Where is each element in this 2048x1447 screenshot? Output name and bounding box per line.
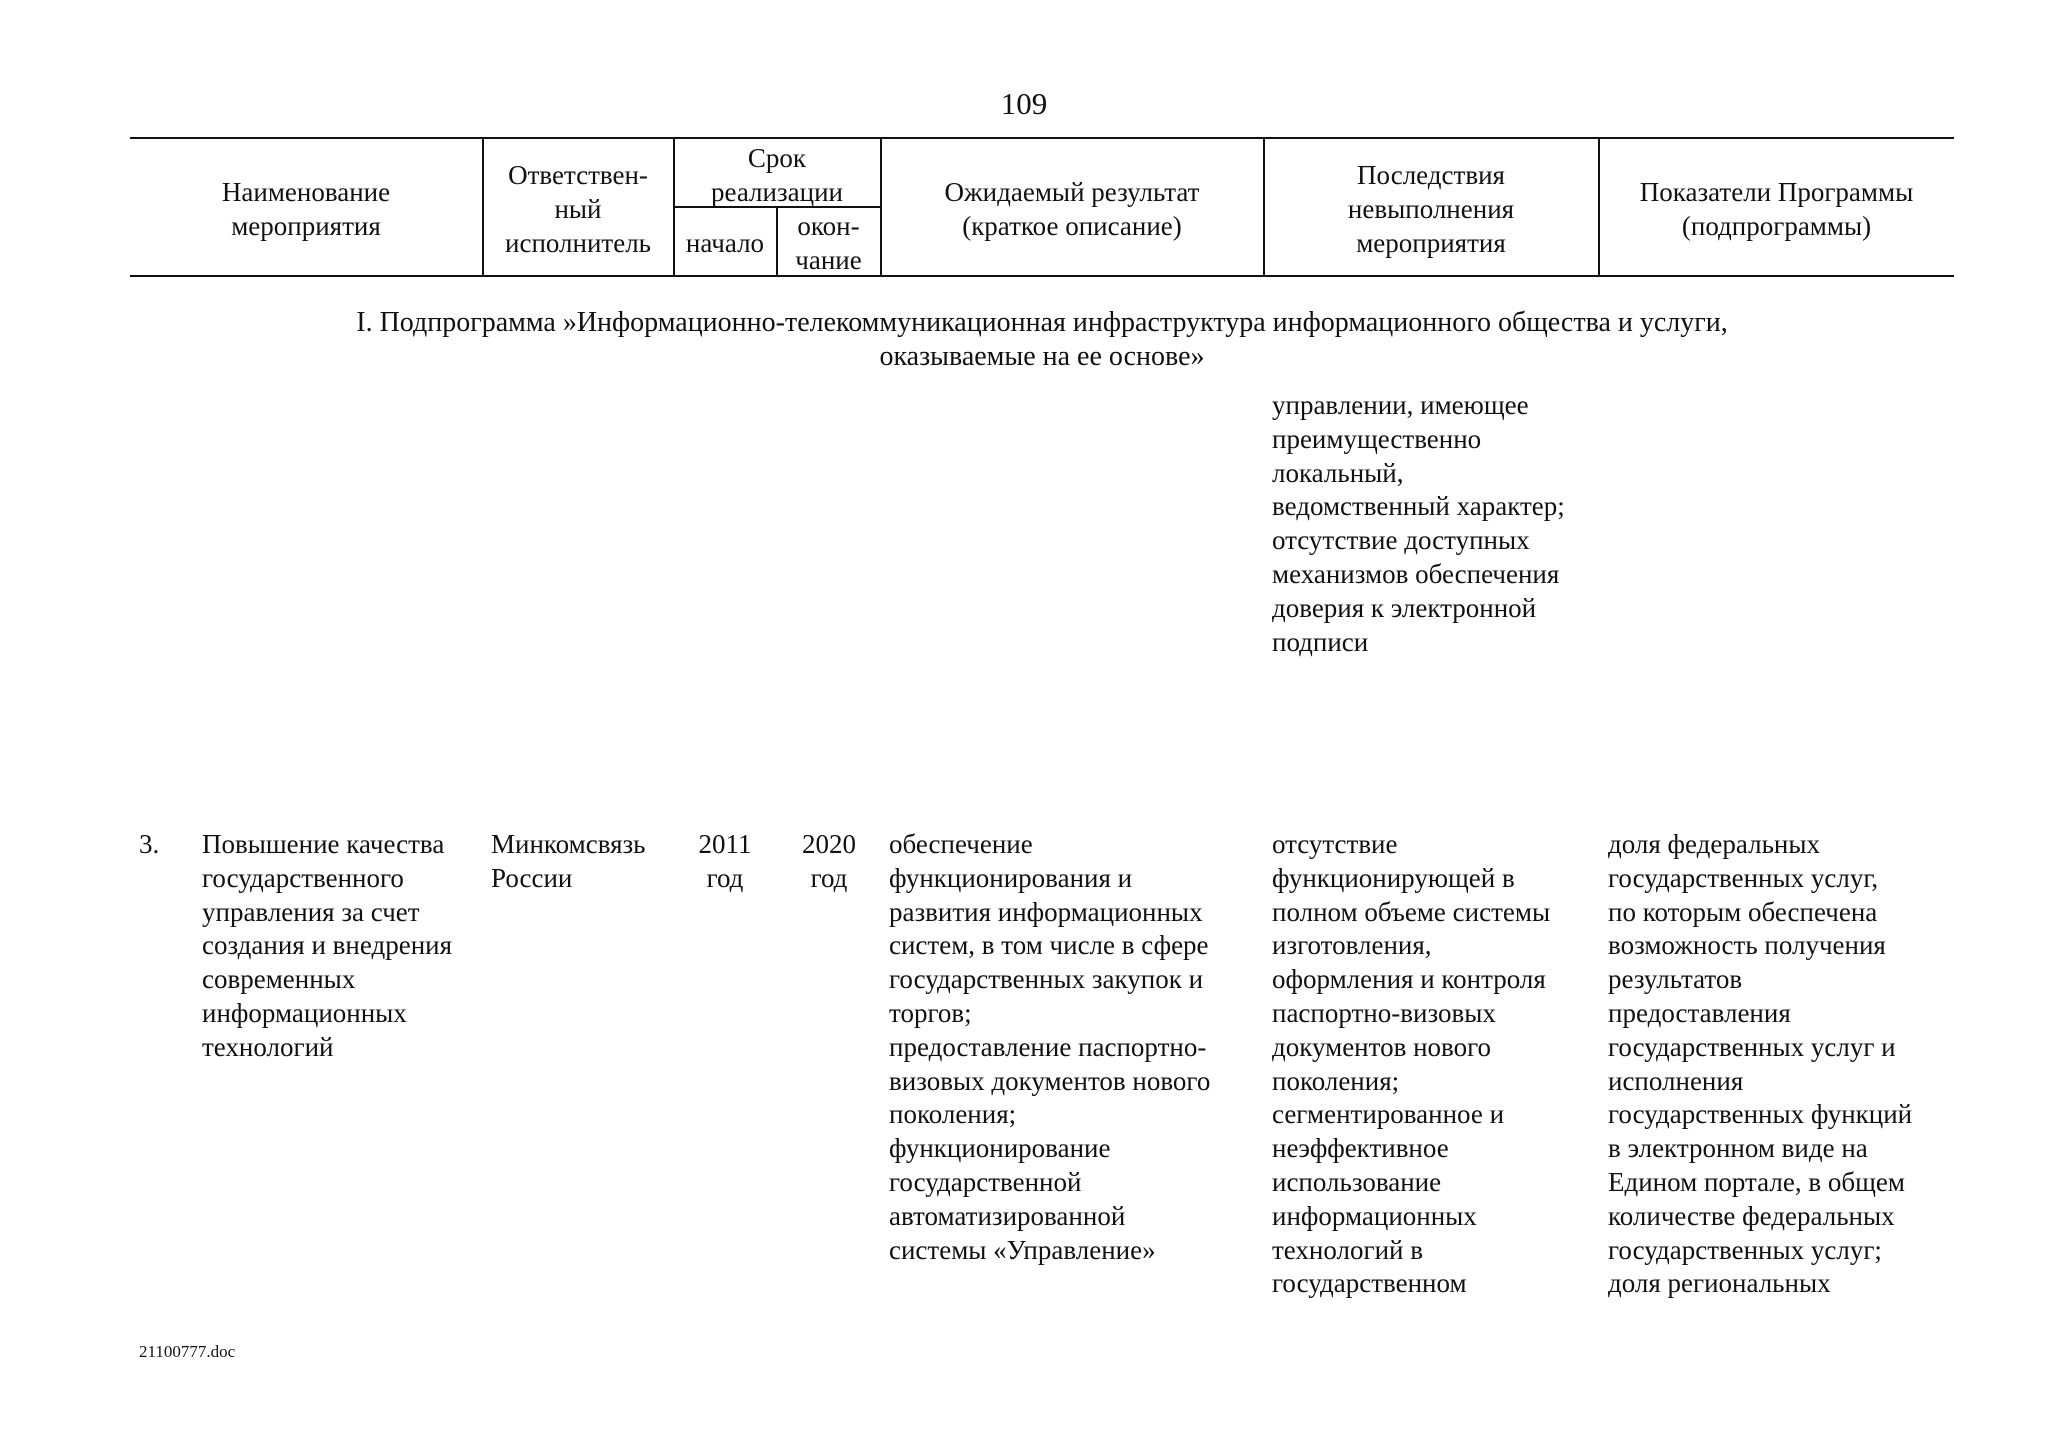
row-end-year: 2020 год <box>802 829 856 893</box>
row-consequences: отсутствие функционирующей в полном объеме системы изготовления, оформления и контроля паспортно-визовых документов нового поколения; сегментированное и неэффективное использование информационных технологий в государственном <box>1272 829 1551 1299</box>
header-end: окон- чание <box>795 211 862 275</box>
header-name: Наименование мероприятия <box>221 177 391 241</box>
header-start: начало <box>685 228 765 258</box>
table-header-bottom-rule <box>130 275 1954 277</box>
header-result: Ожидаемый результат (краткое описание) <box>944 177 1200 241</box>
row-activity-name: Повышение качества государственного управления за счет создания и внедрения современных информационных технологий <box>202 829 453 1062</box>
header-indicators: Показатели Программы (подпрограммы) <box>1639 177 1914 241</box>
header-consequences: Последствия невыполнения мероприятия <box>1347 160 1515 258</box>
row-indicators: доля федеральных государственных услуг, по которым обеспечена возможность получения результатов предоставления государственных услуг и исполнения государственных функций в электронном виде на Едином портале, в общем количестве федеральных государственных услуг; доля региональных <box>1608 829 1913 1299</box>
row-expected-result: обеспечение функционирования и развития информационных систем, в том числе в сфере государственных закупок и торгов; предоставление паспортно- визовых документов нового поколения; функционирование государственной автоматизированной системы «Управление» <box>889 829 1211 1265</box>
page-number: 109 <box>1000 86 1048 121</box>
header-period: Срок реализации <box>711 143 843 207</box>
row-responsible: Минкомсвязь России <box>491 829 646 893</box>
continued-consequences-text: управлении, имеющее преимущественно локальный, ведомственный характер; отсутствие доступных механизмов обеспечения доверия к электронной подписи <box>1272 390 1565 657</box>
footer-filename: 21100777.doc <box>139 1342 236 1361</box>
header-responsible: Ответствен- ный исполнитель <box>505 160 651 258</box>
table-header-top-rule <box>130 137 1954 139</box>
row-number: 3. <box>139 829 160 859</box>
section-heading-line: оказываемые на ее основе» <box>879 341 1205 372</box>
section-heading-line: I. Подпрограмма »Информационно-телекоммуникационная инфраструктура информационного общества и услуги, <box>356 307 1728 338</box>
row-start-year: 2011 год <box>698 829 752 893</box>
section-heading <box>130 306 1954 374</box>
